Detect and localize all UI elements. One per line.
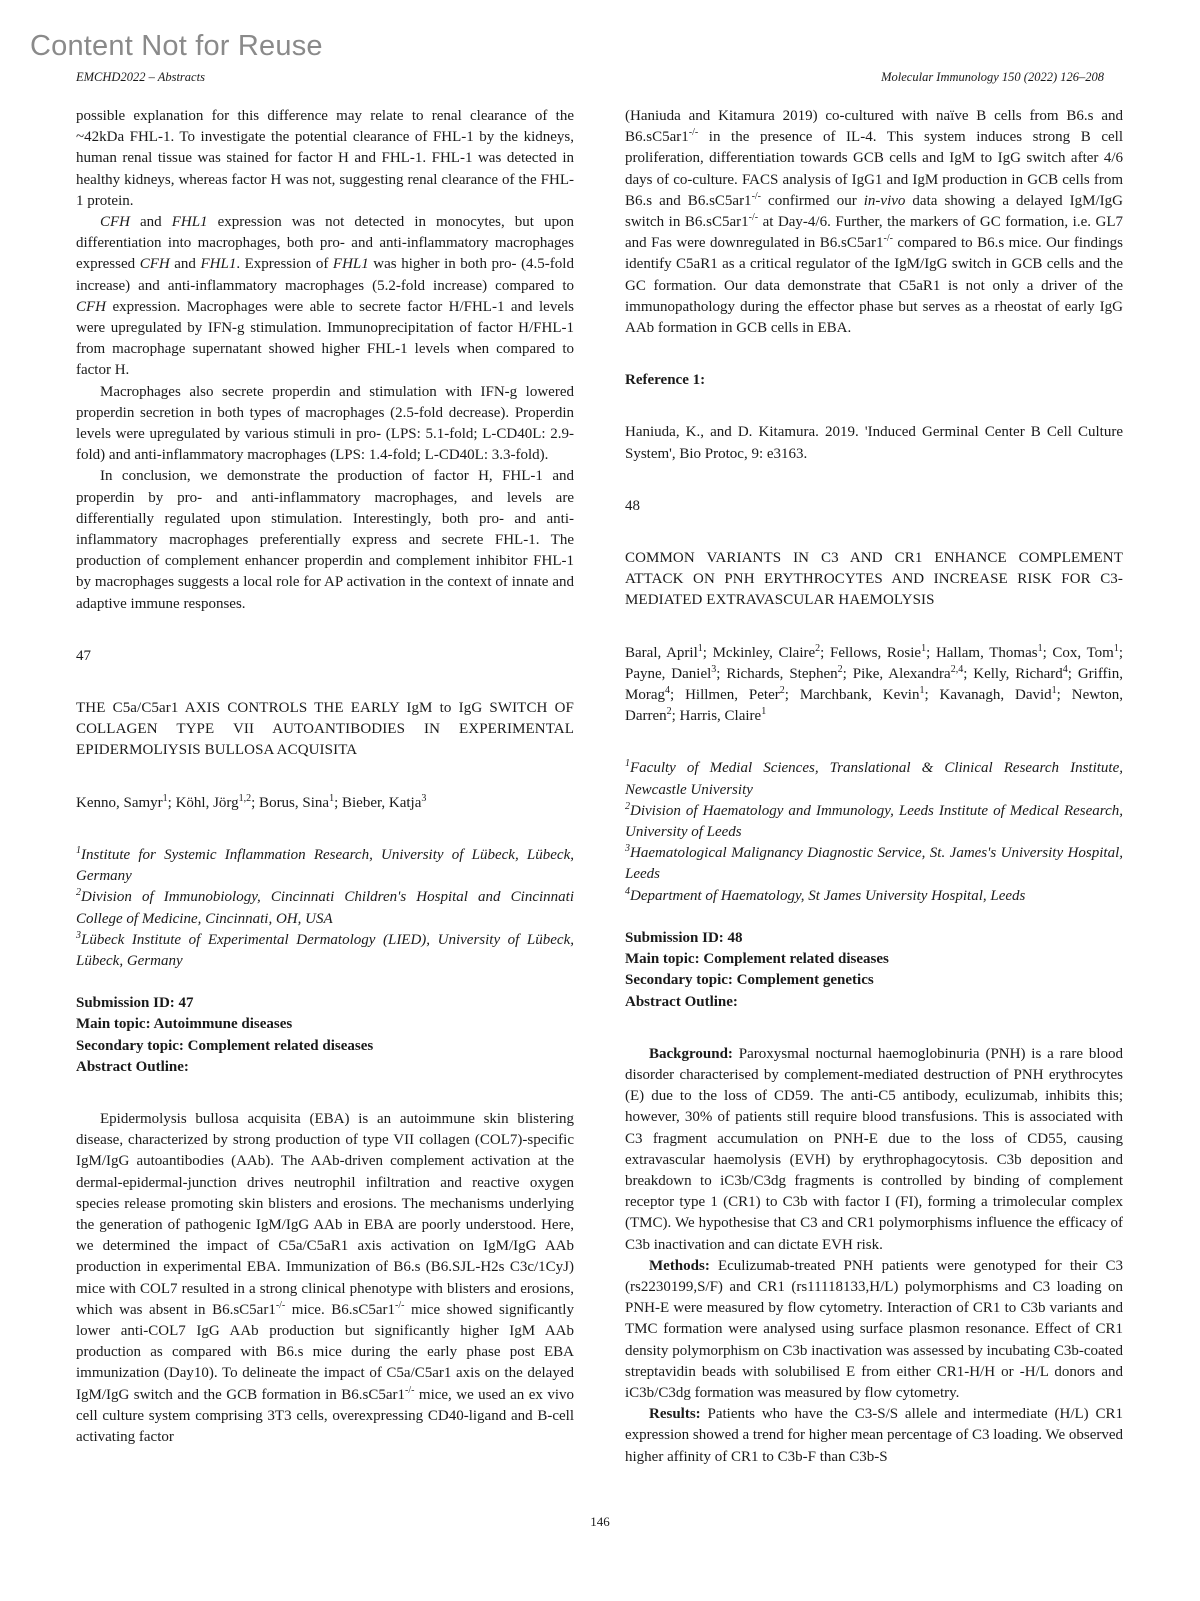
secondary-topic: Secondary topic: Complement related diseases [76, 1037, 374, 1054]
paragraph: CFH and FHL1 expression was not detected in monocytes, but upon differentiation into macrophages, both pro- and anti-inflammatory macrophages expressed CFH and FHL1. Expression of FHL1 was higher in both pro- (4.5-fold increase) and anti-inflammatory macrophages (5.2-fold increase) compared to CFH expression. Macrophages were able to secrete factor H/FHL-1 and levels were upregulated by IFN-g stimulation. Immunoprecipitation of factor H/FHL-1 from macrophage supernatant showed higher FHL-1 levels when compared to factor H. [76, 214, 574, 379]
left-column [76, 106, 574, 1448]
running-header-left: EMCHD2022 – Abstracts [76, 70, 205, 84]
submission-id: Submission ID: 48 [625, 929, 743, 946]
affiliation: $^1$Faculty of Medial Sciences, Translational & Clinical Research Institute, Newcastle University [625, 758, 1123, 798]
paragraph: In conclusion, we demonstrate the production of factor H, FHL-1 and properdin by pro- and anti-inflammatory macrophages, and levels are differentially regulated upon stimulation. Interestingly, both pro- and anti-inflammatory macrophages preferentially express and secrete FHL-1. The production of complement enhancer properdin and complement inhibitor FHL-1 by macrophages suggests a local role for AP activation in the context of innate and adaptive immune responses. [76, 468, 574, 612]
submission-id: Submission ID: 47 [76, 995, 194, 1012]
affiliation: $^2$Division of Haematology and Immunology, Leeds Institute of Medical Research, University of Leeds [625, 800, 1123, 841]
abstract-title: THE C5a/C5ar1 AXIS CONTROLS THE EARLY IgM to IgG SWITCH OF COLLAGEN TYPE VII AUTOANTIBODIES IN EXPERIMENTAL EPIDERMOLIYSIS BULLOSA ACQUISITA [76, 700, 574, 759]
paragraph: Macrophages also secrete properdin and stimulation with IFN-g lowered properdin secretion in both types of macrophages (2.5-fold decrease). Properdin levels were upregulated by various stimuli in pro- (LPS: 5.1-fold; L-CD40L: 2.9-fold) and anti-inflammatory macrophages (LPS: 1.4-fold; L-CD40L: 3.3-fold). [76, 383, 574, 464]
main-topic: Main topic: Autoimmune diseases [76, 1016, 293, 1033]
background-paragraph: Background: Paroxysmal nocturnal haemoglobinuria (PNH) is a rare blood disorder characterised by complement-mediated destruction of PNH erythrocytes (E) due to the loss of CD59. The anti-C5 antibody, eculizumab, inhibits this; however, 30% of patients still require blood transfusions. This is associated with C3 fragment accumulation on PNH-E due to the loss of CD55, causing extravascular haemolysis (EVH) by erythrophagocytosis. C3b deposition and breakdown to iC3b/C3dg fragments is controlled by binding of complement receptor type 1 (CR1) to C3b with factor I (FI), forming a trimolecular complex (TMC). We hypothesise that C3 and CR1 polymorphisms influence the efficacy of C3b inactivation and can dictate EVH risk. [625, 1045, 1123, 1253]
affiliation: $^2$Division of Immunobiology, Cincinnati Children's Hospital and Cincinnati College of Medicine, Cincinnati, OH, USA [76, 887, 574, 927]
abstract-number: 48 [625, 497, 640, 514]
affiliation: $^4$Department of Haematology, St James University Hospital, Leeds [625, 885, 1026, 904]
methods-paragraph: Methods: Eculizumab-treated PNH patients were genotyped for their C3 (rs2230199,S/F) and CR1 (rs11118133,H/L) polymorphisms and C3 loading on PNH-E were measured by flow cytometry. Interaction of CR1 to C3b variants and TMC formation were analysed using surface plasmon resonance. Effect of CR1 density polymorphism on C3b inactivation was assessed by incubating C3b-coated streptavidin beads with solubilised E from either CR1-H/H or -H/L donors and iC3b/C3dg formation was measured by flow cytometry. [625, 1257, 1123, 1401]
abstract-body: Epidermolysis bullosa acquisita (EBA) is an autoimmune skin blistering disease, characterized by strong production of type VII collagen (COL7)-specific IgM/IgG autoantibodies (AAb). The AAb-driven complement activation at the dermal-epidermal-junction drives neutrophil infiltration and reactive oxygen species release promoting skin blisters and erosions. The mechanisms underlying the generation of pathogenic IgM/IgG AAb in EBA are poorly understood. Here, we determined the impact of C5a/C5aR1 axis activation on IgM/IgG AAb production in experimental EBA. Immunization of B6.s (B6.SJL-H2s C3c/1CyJ) mice with COL7 resulted in a strong clinical phenotype with blisters and erosions, which was absent in B6.sC5ar1-/- mice. B6.sC5ar1-/- mice showed significantly lower anti-COL7 IgG AAb production but significantly higher IgM AAb production as compared with B6.s mice during the early phase post EBA immunization (Day10). To delineate the impact of C5a/C5ar1 axis on the delayed IgM/IgG switch and the GCB formation in B6.sC5ar1-/- mice, we used an ex vivo cell culture system comprising 3T3 cells, overexpressing CD40-ligand and B-cell activating factor [76, 1110, 574, 1445]
outline-label: Abstract Outline: [76, 1058, 189, 1075]
abstract-title: COMMON VARIANTS IN C3 AND CR1 ENHANCE COMPLEMENT ATTACK ON PNH ERYTHROCYTES AND INCREASE RISK FOR C3-MEDIATED EXTRAVASCULAR HAEMOLYSIS [625, 550, 1123, 609]
reference-label: Reference 1: [625, 372, 706, 389]
outline-label: Abstract Outline: [625, 993, 738, 1010]
main-topic: Main topic: Complement related diseases [625, 951, 889, 968]
reference-text: Haniuda, K., and D. Kitamura. 2019. 'Induced Germinal Center B Cell Culture System', Bio Protoc, 9: e3163. [625, 424, 1123, 462]
affiliation: $^3$Lübeck Institute of Experimental Dermatology (LIED), University of Lübeck, Lübeck, Germany [76, 929, 574, 969]
results-paragraph: Results: Patients who have the C3-S/S allele and intermediate (H/L) CR1 expression showed a trend for higher mean percentage of C3 loading. We observed higher affinity of CR1 to C3b-F than C3b-S [625, 1406, 1123, 1465]
abstract-number: 47 [76, 647, 91, 664]
secondary-topic: Secondary topic: Complement genetics [625, 972, 874, 989]
paragraph: possible explanation for this difference may relate to renal clearance of the ~42kDa FHL-1. To investigate the potential clearance of FHL-1 by the kidneys, human renal tissue was stained for factor H and FHL-1. FHL-1 was detected in healthy kidneys, whereas factor H was not, suggesting renal clearance of the FHL-1 protein. [76, 108, 574, 209]
running-header-right: Molecular Immunology 150 (2022) 126–208 [881, 70, 1104, 84]
author-list: Kenno, Samyr$^1$; Köhl, Jörg$^{1,2}$; Borus, Sina$^1$; Bieber, Katja$^3$ [76, 792, 427, 811]
affiliation: $^3$Haematological Malignancy Diagnostic Service, St. James's University Hospital, Leeds [625, 843, 1123, 883]
page-number: 146 [590, 1514, 610, 1529]
paragraph: (Haniuda and Kitamura 2019) co-cultured with naïve B cells from B6.s and B6.sC5ar1-/- in the presence of IL-4. This system induces strong B cell proliferation, differentiation towards GCB cells and IgM to IgG switch after 4/6 days of co-culture. FACS analysis of IgG1 and IgM production in GCB cells from B6.s and B6.sC5ar1-/- confirmed our in-vivo data showing a delayed IgM/IgG switch in B6.sC5ar1-/- at Day-4/6. Further, the markers of GC formation, i.e. GL7 and Fas were downregulated in B6.sC5ar1-/- compared to B6.s mice. Our findings identify C5aR1 as a critical regulator of the IgM/IgG switch in GCB cells and the GC formation. Our data demonstrate that C5aR1 is not only a driver of the immunopathology during the effector phase but serves as a rheostat of early IgG AAb formation in GCB cells in EBA. [625, 108, 1124, 337]
watermark: Content Not for Reuse [30, 30, 323, 62]
affiliation: $^1$Institute for Systemic Inflammation Research, University of Lübeck, Lübeck, Germany [76, 844, 574, 885]
right-column [625, 106, 1123, 1468]
author-list: Baral, April$^1$; Mckinley, Claire$^2$; Fellows, Rosie$^1$; Hallam, Thomas$^1$; Cox, Tom$^1$; Payne, Daniel$^3$; Richards, Stephen$^2$; Pike, Alexandra$^{2,4}$; Kelly, Richard$^4$; Griffin, Morag$^4$; Hillmen, Peter$^2$; Marchbank, Kevin$^1$; Kavanagh, David$^1$; Newton, Darren$^2$; Harris, Claire$^1$ [625, 642, 1124, 725]
